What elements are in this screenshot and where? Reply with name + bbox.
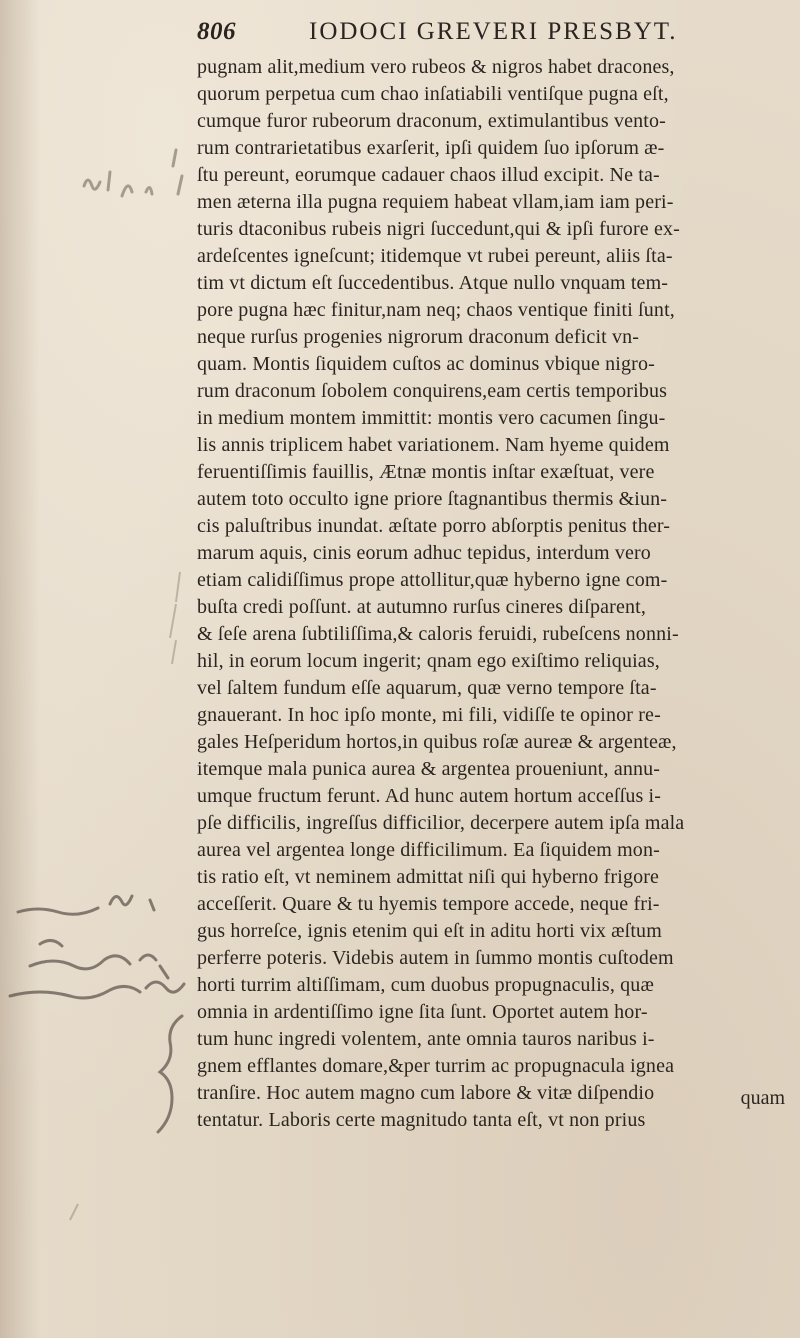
text-line: pſe difficilis, ingreſſus difficilior, decerpere autem ipſa mala bbox=[197, 812, 685, 834]
text-line: quam. Montis ſiquidem cuſtos ac dominus vbique nigro- bbox=[197, 353, 655, 375]
text-line: cumque furor rubeorum draconum, extimulantibus vento- bbox=[197, 110, 666, 132]
text-line: & ſeſe arena ſubtiliſſima,& caloris feruidi, rubeſcens nonni- bbox=[197, 623, 679, 645]
spine-shadow bbox=[0, 0, 40, 1338]
text-line: ardeſcentes igneſcunt; itidemque vt rubei pereunt, aliis ſta- bbox=[197, 245, 673, 267]
text-line: tranſire. Hoc autem magno cum labore & vitæ diſpendio bbox=[197, 1082, 655, 1104]
text-line: aurea vel argentea longe difficilimum. Ea ſiquidem mon- bbox=[197, 839, 660, 861]
text-line: ſtu pereunt, eorumque cadauer chaos illud excipit. Ne ta- bbox=[197, 164, 660, 186]
faint-marks bbox=[70, 572, 180, 1220]
text-line: rum draconum ſobolem conquirens,eam certis temporibus bbox=[197, 380, 668, 402]
text-line: itemque mala punica aurea & argentea proueniunt, annu- bbox=[197, 758, 661, 780]
page-number: 806 bbox=[197, 18, 236, 45]
text-line: umque fructum ferunt. Ad hunc autem hortum acceſſus i- bbox=[197, 785, 662, 807]
text-line: pore pugna hæc finitur,nam neq; chaos ventique finiti ſunt, bbox=[197, 299, 675, 321]
text-line: tis ratio eſt, vt neminem admittat niſi qui hyberno frigore bbox=[197, 866, 660, 888]
catchword: quam bbox=[740, 1087, 785, 1109]
text-line: gnauerant. In hoc ipſo monte, mi fili, vidiſſe te opinor re- bbox=[197, 704, 661, 726]
text-line: autem toto occulto igne priore ſtagnantibus thermis &iun- bbox=[197, 488, 668, 510]
text-line: buſta credi poſſunt. at autumno rurſus cineres diſparent, bbox=[197, 596, 646, 618]
text-line: perferre poteris. Videbis autem in ſummo montis cuſtodem bbox=[197, 947, 674, 969]
text-line: feruentiſſimis fauillis, Ætnæ montis inſtar exæſtuat, vere bbox=[197, 461, 655, 483]
page-header bbox=[197, 16, 777, 50]
text-line: tentatur. Laboris certe magnitudo tanta eſt, vt non prius bbox=[197, 1109, 646, 1131]
text-line: gus horreſce, ignis etenim qui eſt in aditu horti vix æſtum bbox=[197, 920, 662, 942]
text-line: horti turrim altiſſimam, cum duobus propugnaculis, quæ bbox=[197, 974, 654, 996]
text-line: vel ſaltem fundum eſſe aquarum, quæ verno tempore ſta- bbox=[197, 677, 657, 699]
text-line: cis paluſtribus inundat. æſtate porro abſorptis penitus ther- bbox=[197, 515, 671, 537]
text-line: lis annis triplicem habet variationem. Nam hyeme quidem bbox=[197, 434, 670, 456]
text-line: rum contrarietatibus exarſerit, ipſi quidem ſuo ipſorum æ- bbox=[197, 137, 665, 159]
text-line: in medium montem immittit: montis vero cacumen ſingu- bbox=[197, 407, 666, 429]
marginal-scribble-upper bbox=[84, 150, 182, 196]
text-line: neque rurſus progenies nigrorum draconum deficit vn- bbox=[197, 326, 640, 348]
text-line: etiam calidiſſimus prope attollitur,quæ hyberno igne com- bbox=[197, 569, 668, 591]
text-line: men æterna illa pugna requiem habeat vllam,iam iam peri- bbox=[197, 191, 674, 213]
text-line: turis dtaconibus rubeis nigri ſuccedunt,qui & ipſi furore ex- bbox=[197, 218, 680, 240]
text-line: acceſſerit. Quare & tu hyemis tempore accede, neque fri- bbox=[197, 893, 660, 915]
running-head: IODOCI GREVERI PRESBYT. bbox=[309, 18, 678, 45]
text-line: marum aquis, cinis eorum adhuc tepidus, interdum vero bbox=[197, 542, 651, 564]
text-line: hil, in eorum locum ingerit; qnam ego exiſtimo reliquias, bbox=[197, 650, 660, 672]
text-line: tim vt dictum eſt ſuccedentibus. Atque nullo vnquam tem- bbox=[197, 272, 669, 294]
text-line: quorum perpetua cum chao inſatiabili ventiſque pugna eſt, bbox=[197, 83, 669, 105]
text-line: omnia in ardentiſſimo igne ſita ſunt. Oportet autem hor- bbox=[197, 1001, 648, 1023]
text-line: gales Heſperidum hortos,in quibus roſæ aureæ & argenteæ, bbox=[197, 731, 677, 753]
text-line: tum hunc ingredi volentem, ante omnia tauros naribus i- bbox=[197, 1028, 655, 1050]
text-line: gnem efflantes domare,&per turrim ac propugnacula ignea bbox=[197, 1055, 675, 1077]
text-line: pugnam alit,medium vero rubeos & nigros habet dracones, bbox=[197, 56, 675, 78]
